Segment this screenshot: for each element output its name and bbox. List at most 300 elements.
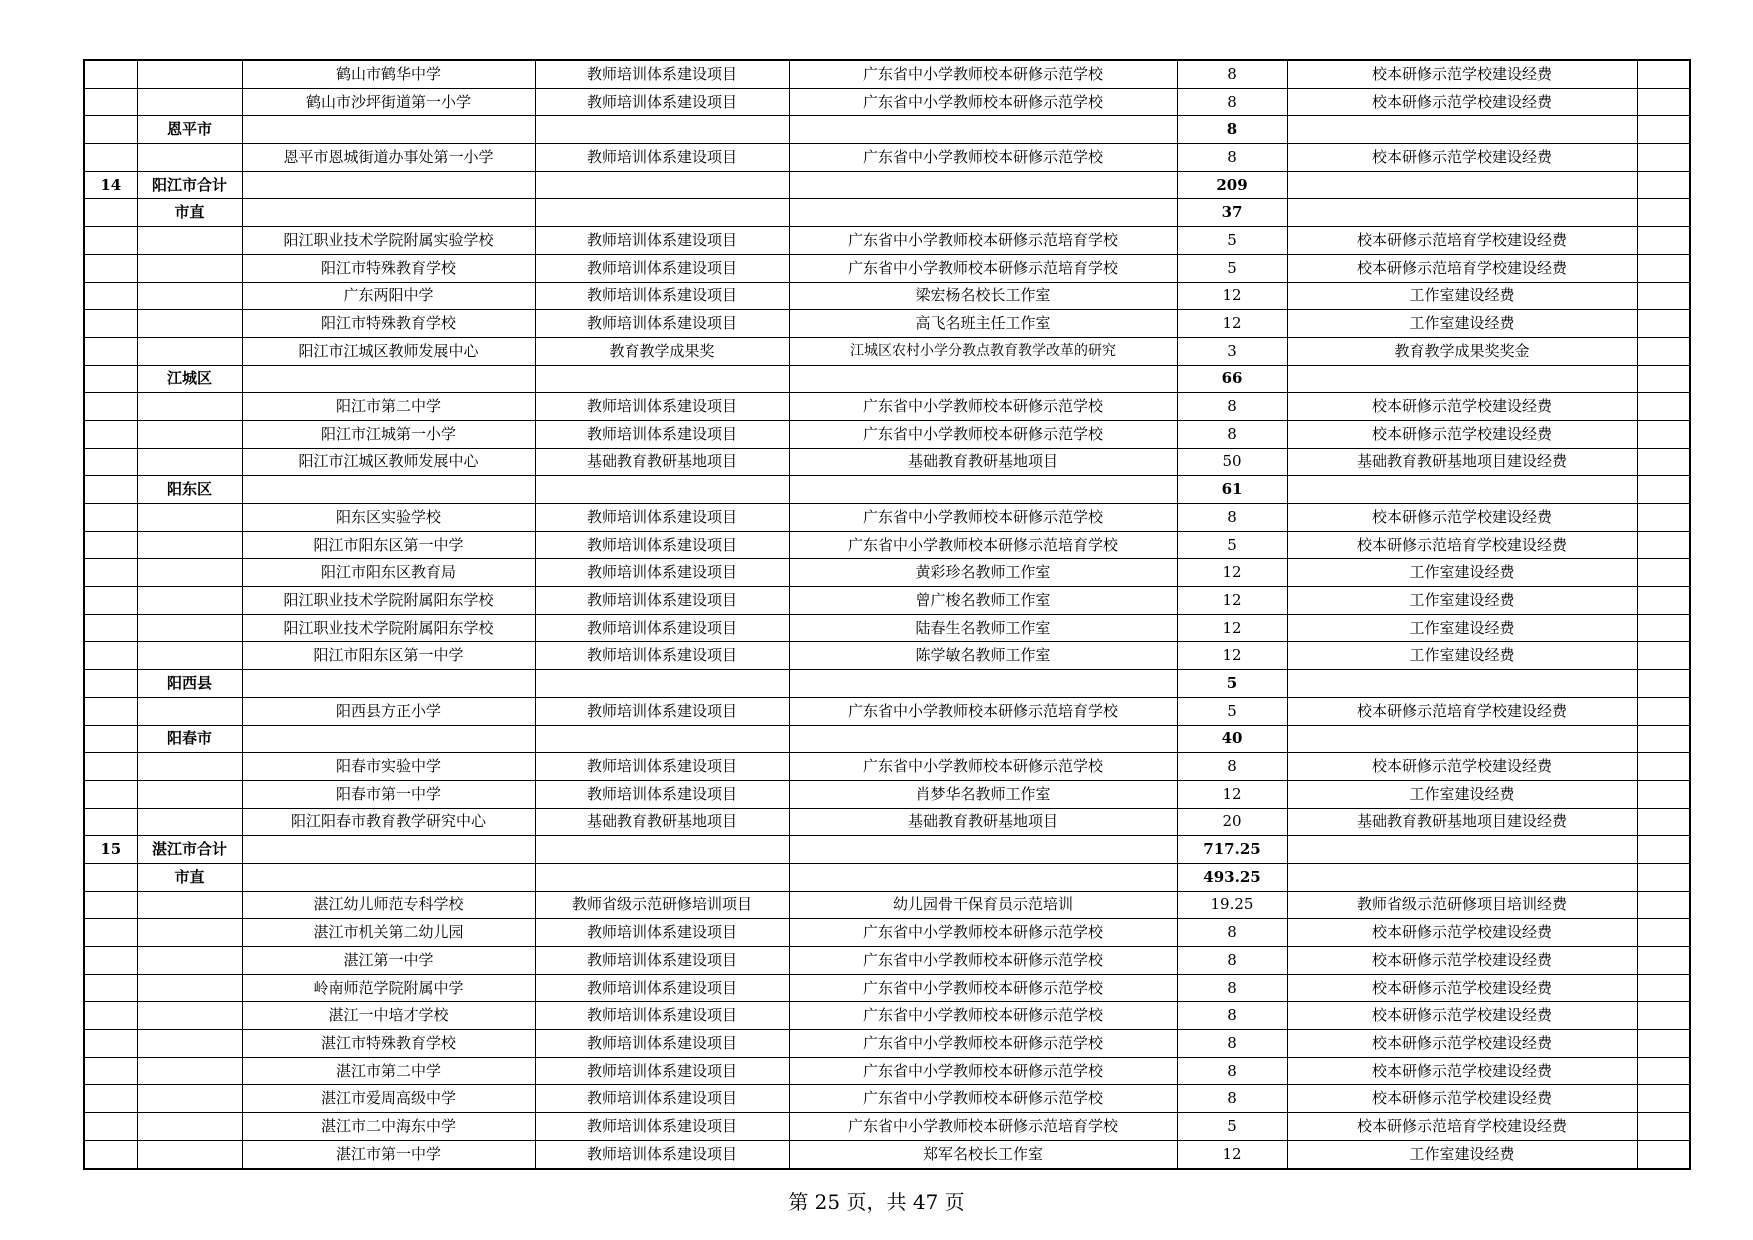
cell-project: 广东省中小学教师校本研修示范学校: [789, 1057, 1177, 1085]
cell-amount: 61: [1177, 476, 1287, 504]
cell-use: 校本研修示范学校建设经费: [1287, 88, 1637, 116]
cell-no: [84, 974, 137, 1002]
cell-use: 校本研修示范学校建设经费: [1287, 1057, 1637, 1085]
table-row: [84, 88, 1690, 116]
cell-region: [137, 531, 242, 559]
cell-no: [84, 199, 137, 227]
cell-no: [84, 1002, 137, 1030]
cell-remark: [1637, 1113, 1690, 1141]
cell-use: 工作室建设经费: [1287, 282, 1637, 310]
cell-no: [84, 697, 137, 725]
cell-use: 校本研修示范学校建设经费: [1287, 1002, 1637, 1030]
cell-region: [137, 1085, 242, 1113]
cell-region: [137, 504, 242, 532]
subtotal-row: [84, 863, 1690, 891]
cell-unit: 阳江市特殊教育学校: [242, 254, 535, 282]
cell-amount: 8: [1177, 1002, 1287, 1030]
cell-no: [84, 919, 137, 947]
cell-type: 教师培训体系建设项目: [535, 144, 789, 172]
cell-region: [137, 1140, 242, 1168]
cell-project: 广东省中小学教师校本研修示范学校: [789, 88, 1177, 116]
table-row: [84, 310, 1690, 338]
cell-use: 校本研修示范学校建设经费: [1287, 974, 1637, 1002]
cell-remark: [1637, 559, 1690, 587]
cell-amount: 5: [1177, 670, 1287, 698]
cell-no: [84, 144, 137, 172]
cell-project: [789, 476, 1177, 504]
cell-use: [1287, 365, 1637, 393]
cell-no: [84, 282, 137, 310]
cell-remark: [1637, 88, 1690, 116]
cell-type: 基础教育教研基地项目: [535, 448, 789, 476]
cell-type: 教师培训体系建设项目: [535, 227, 789, 255]
cell-unit: 湛江幼儿师范专科学校: [242, 891, 535, 919]
cell-remark: [1637, 171, 1690, 199]
cell-region: [137, 420, 242, 448]
cell-unit: 湛江市机关第二幼儿园: [242, 919, 535, 947]
cell-use: 校本研修示范学校建设经费: [1287, 753, 1637, 781]
cell-type: 教师培训体系建设项目: [535, 1140, 789, 1168]
cell-use: [1287, 171, 1637, 199]
cell-type: 教师培训体系建设项目: [535, 614, 789, 642]
cell-amount: 8: [1177, 116, 1287, 144]
cell-project: 广东省中小学教师校本研修示范学校: [789, 974, 1177, 1002]
cell-unit: 阳江市江城区教师发展中心: [242, 448, 535, 476]
cell-type: 教师培训体系建设项目: [535, 780, 789, 808]
cell-region: 湛江市合计: [137, 836, 242, 864]
cell-project: 广东省中小学教师校本研修示范学校: [789, 1030, 1177, 1058]
cell-amount: 37: [1177, 199, 1287, 227]
table-row: [84, 393, 1690, 421]
subtotal-row: [84, 670, 1690, 698]
cell-project: 广东省中小学教师校本研修示范培育学校: [789, 254, 1177, 282]
cell-remark: [1637, 1085, 1690, 1113]
cell-region: [137, 310, 242, 338]
cell-unit: 湛江一中培才学校: [242, 1002, 535, 1030]
table-row: [84, 919, 1690, 947]
cell-use: 校本研修示范学校建设经费: [1287, 60, 1637, 88]
cell-type: 教师培训体系建设项目: [535, 1030, 789, 1058]
cell-unit: 阳江市特殊教育学校: [242, 310, 535, 338]
cell-project: 梁宏杨名校长工作室: [789, 282, 1177, 310]
cell-project: [789, 670, 1177, 698]
table-row: [84, 1002, 1690, 1030]
cell-type: 教师培训体系建设项目: [535, 974, 789, 1002]
table-row: [84, 1057, 1690, 1085]
cell-unit: [242, 199, 535, 227]
cell-amount: 8: [1177, 420, 1287, 448]
cell-type: 教师培训体系建设项目: [535, 1002, 789, 1030]
cell-remark: [1637, 753, 1690, 781]
cell-region: [137, 1057, 242, 1085]
cell-region: [137, 559, 242, 587]
cell-use: 校本研修示范培育学校建设经费: [1287, 227, 1637, 255]
cell-unit: 阳西县方正小学: [242, 697, 535, 725]
subtotal-row: [84, 836, 1690, 864]
cell-remark: [1637, 725, 1690, 753]
cell-no: [84, 254, 137, 282]
cell-region: [137, 1002, 242, 1030]
cell-amount: 12: [1177, 310, 1287, 338]
table-row: [84, 614, 1690, 642]
cell-no: [84, 753, 137, 781]
cell-remark: [1637, 393, 1690, 421]
table-row: [84, 1140, 1690, 1168]
cell-type: 教师培训体系建设项目: [535, 919, 789, 947]
cell-use: [1287, 836, 1637, 864]
cell-remark: [1637, 1002, 1690, 1030]
cell-region: [137, 337, 242, 365]
cell-project: [789, 199, 1177, 227]
table-row: [84, 531, 1690, 559]
cell-project: 广东省中小学教师校本研修示范学校: [789, 393, 1177, 421]
cell-remark: [1637, 780, 1690, 808]
cell-use: 工作室建设经费: [1287, 642, 1637, 670]
cell-amount: 12: [1177, 1140, 1287, 1168]
cell-project: 幼儿园骨干保育员示范培训: [789, 891, 1177, 919]
cell-no: 14: [84, 171, 137, 199]
cell-type: 教师培训体系建设项目: [535, 88, 789, 116]
cell-type: [535, 476, 789, 504]
cell-remark: [1637, 420, 1690, 448]
cell-project: [789, 836, 1177, 864]
cell-use: 校本研修示范学校建设经费: [1287, 919, 1637, 947]
cell-amount: 20: [1177, 808, 1287, 836]
cell-type: [535, 836, 789, 864]
table-row: [84, 227, 1690, 255]
cell-project: 陈学敏名教师工作室: [789, 642, 1177, 670]
cell-unit: [242, 365, 535, 393]
cell-project: 肖梦华名教师工作室: [789, 780, 1177, 808]
cell-unit: 阳江职业技术学院附属阳东学校: [242, 587, 535, 615]
cell-region: [137, 919, 242, 947]
cell-no: [84, 725, 137, 753]
cell-remark: [1637, 670, 1690, 698]
cell-no: [84, 642, 137, 670]
cell-project: 广东省中小学教师校本研修示范培育学校: [789, 531, 1177, 559]
cell-amount: 8: [1177, 144, 1287, 172]
cell-type: 教师培训体系建设项目: [535, 254, 789, 282]
cell-project: 广东省中小学教师校本研修示范学校: [789, 753, 1177, 781]
cell-remark: [1637, 642, 1690, 670]
cell-use: 校本研修示范学校建设经费: [1287, 1085, 1637, 1113]
cell-region: [137, 1030, 242, 1058]
cell-remark: [1637, 919, 1690, 947]
cell-unit: 阳春市实验中学: [242, 753, 535, 781]
table-row: [84, 144, 1690, 172]
cell-no: [84, 393, 137, 421]
cell-project: 陆春生名教师工作室: [789, 614, 1177, 642]
cell-use: 校本研修示范学校建设经费: [1287, 144, 1637, 172]
subtotal-row: [84, 199, 1690, 227]
cell-project: 广东省中小学教师校本研修示范学校: [789, 60, 1177, 88]
cell-project: 基础教育教研基地项目: [789, 808, 1177, 836]
cell-unit: [242, 670, 535, 698]
cell-amount: 8: [1177, 1085, 1287, 1113]
cell-no: [84, 60, 137, 88]
table-row: [84, 60, 1690, 88]
cell-region: [137, 780, 242, 808]
cell-use: 校本研修示范培育学校建设经费: [1287, 1113, 1637, 1141]
cell-unit: 恩平市恩城街道办事处第一小学: [242, 144, 535, 172]
cell-unit: 阳江市江城第一小学: [242, 420, 535, 448]
cell-remark: [1637, 448, 1690, 476]
cell-use: 基础教育教研基地项目建设经费: [1287, 448, 1637, 476]
cell-use: [1287, 476, 1637, 504]
cell-remark: [1637, 199, 1690, 227]
cell-unit: [242, 836, 535, 864]
cell-amount: 12: [1177, 614, 1287, 642]
cell-amount: 209: [1177, 171, 1287, 199]
cell-region: [137, 642, 242, 670]
table-body: [84, 60, 1690, 1169]
cell-no: [84, 947, 137, 975]
cell-remark: [1637, 337, 1690, 365]
cell-region: 市直: [137, 199, 242, 227]
cell-type: 教师培训体系建设项目: [535, 60, 789, 88]
cell-region: 恩平市: [137, 116, 242, 144]
cell-no: [84, 1030, 137, 1058]
subtotal-row: [84, 171, 1690, 199]
cell-use: 工作室建设经费: [1287, 587, 1637, 615]
cell-region: 市直: [137, 863, 242, 891]
cell-remark: [1637, 476, 1690, 504]
cell-remark: [1637, 254, 1690, 282]
cell-type: [535, 199, 789, 227]
cell-region: [137, 1113, 242, 1141]
cell-project: [789, 171, 1177, 199]
cell-unit: 阳江市阳东区第一中学: [242, 531, 535, 559]
page-footer: 第 25 页，共 47 页: [788, 1190, 965, 1214]
cell-project: 广东省中小学教师校本研修示范学校: [789, 504, 1177, 532]
cell-region: [137, 808, 242, 836]
table-row: [84, 891, 1690, 919]
cell-amount: 12: [1177, 559, 1287, 587]
cell-amount: 5: [1177, 254, 1287, 282]
cell-amount: 12: [1177, 780, 1287, 808]
cell-region: [137, 587, 242, 615]
cell-remark: [1637, 310, 1690, 338]
cell-use: 工作室建设经费: [1287, 559, 1637, 587]
cell-region: [137, 144, 242, 172]
table-row: [84, 337, 1690, 365]
cell-no: [84, 227, 137, 255]
table-row: [84, 697, 1690, 725]
cell-unit: [242, 171, 535, 199]
cell-project: 广东省中小学教师校本研修示范学校: [789, 919, 1177, 947]
cell-amount: 19.25: [1177, 891, 1287, 919]
cell-type: 教师培训体系建设项目: [535, 531, 789, 559]
cell-no: [84, 337, 137, 365]
cell-type: [535, 171, 789, 199]
cell-no: [84, 1085, 137, 1113]
cell-remark: [1637, 1030, 1690, 1058]
cell-project: 曾广梭名教师工作室: [789, 587, 1177, 615]
cell-remark: [1637, 891, 1690, 919]
cell-unit: [242, 116, 535, 144]
cell-remark: [1637, 227, 1690, 255]
cell-type: 基础教育教研基地项目: [535, 808, 789, 836]
cell-project: 广东省中小学教师校本研修示范培育学校: [789, 1113, 1177, 1141]
cell-remark: [1637, 144, 1690, 172]
cell-region: [137, 697, 242, 725]
table-row: [84, 504, 1690, 532]
cell-remark: [1637, 60, 1690, 88]
cell-type: 教师培训体系建设项目: [535, 642, 789, 670]
cell-amount: 8: [1177, 919, 1287, 947]
cell-type: 教师培训体系建设项目: [535, 393, 789, 421]
cell-use: 校本研修示范学校建设经费: [1287, 947, 1637, 975]
cell-region: [137, 254, 242, 282]
cell-unit: 湛江市二中海东中学: [242, 1113, 535, 1141]
cell-amount: 12: [1177, 587, 1287, 615]
cell-remark: [1637, 1057, 1690, 1085]
cell-use: [1287, 116, 1637, 144]
cell-use: 校本研修示范学校建设经费: [1287, 420, 1637, 448]
cell-type: 教师培训体系建设项目: [535, 1057, 789, 1085]
cell-unit: 湛江市爱周高级中学: [242, 1085, 535, 1113]
cell-type: [535, 365, 789, 393]
cell-type: 教师培训体系建设项目: [535, 282, 789, 310]
cell-project: [789, 725, 1177, 753]
cell-unit: 鹤山市沙坪街道第一小学: [242, 88, 535, 116]
cell-type: 教师培训体系建设项目: [535, 587, 789, 615]
cell-amount: 66: [1177, 365, 1287, 393]
cell-no: [84, 863, 137, 891]
cell-project: [789, 863, 1177, 891]
cell-type: 教师省级示范研修培训项目: [535, 891, 789, 919]
cell-unit: 湛江市特殊教育学校: [242, 1030, 535, 1058]
cell-type: [535, 725, 789, 753]
cell-amount: 8: [1177, 753, 1287, 781]
cell-use: 工作室建设经费: [1287, 1140, 1637, 1168]
table-row: [84, 1030, 1690, 1058]
cell-unit: [242, 476, 535, 504]
cell-type: 教师培训体系建设项目: [535, 420, 789, 448]
cell-unit: 阳江职业技术学院附属实验学校: [242, 227, 535, 255]
cell-no: [84, 587, 137, 615]
cell-remark: [1637, 531, 1690, 559]
cell-no: [84, 448, 137, 476]
table-row: [84, 448, 1690, 476]
cell-unit: 阳江阳春市教育教学研究中心: [242, 808, 535, 836]
cell-type: 教师培训体系建设项目: [535, 753, 789, 781]
cell-project: 广东省中小学教师校本研修示范学校: [789, 420, 1177, 448]
cell-project: 广东省中小学教师校本研修示范学校: [789, 144, 1177, 172]
cell-type: [535, 670, 789, 698]
cell-amount: 5: [1177, 697, 1287, 725]
cell-use: 校本研修示范学校建设经费: [1287, 1030, 1637, 1058]
cell-no: [84, 504, 137, 532]
subtotal-row: [84, 116, 1690, 144]
cell-unit: [242, 863, 535, 891]
cell-unit: 广东两阳中学: [242, 282, 535, 310]
cell-region: [137, 753, 242, 781]
cell-use: 教师省级示范研修项目培训经费: [1287, 891, 1637, 919]
cell-remark: [1637, 1140, 1690, 1168]
cell-no: [84, 310, 137, 338]
cell-no: [84, 476, 137, 504]
cell-unit: 湛江第一中学: [242, 947, 535, 975]
cell-unit: 阳江市江城区教师发展中心: [242, 337, 535, 365]
table-row: [84, 254, 1690, 282]
cell-project: 黄彩珍名教师工作室: [789, 559, 1177, 587]
cell-remark: [1637, 974, 1690, 1002]
cell-region: 阳江市合计: [137, 171, 242, 199]
cell-amount: 5: [1177, 1113, 1287, 1141]
cell-amount: 50: [1177, 448, 1287, 476]
cell-region: [137, 88, 242, 116]
cell-no: [84, 808, 137, 836]
cell-unit: 鹤山市鹤华中学: [242, 60, 535, 88]
cell-type: 教师培训体系建设项目: [535, 504, 789, 532]
cell-unit: 阳江市第二中学: [242, 393, 535, 421]
table-row: [84, 642, 1690, 670]
cell-no: [84, 531, 137, 559]
cell-remark: [1637, 836, 1690, 864]
cell-remark: [1637, 614, 1690, 642]
cell-amount: 8: [1177, 504, 1287, 532]
cell-region: [137, 60, 242, 88]
cell-remark: [1637, 504, 1690, 532]
cell-type: 教师培训体系建设项目: [535, 1085, 789, 1113]
cell-unit: 阳江市阳东区教育局: [242, 559, 535, 587]
cell-amount: 8: [1177, 88, 1287, 116]
cell-remark: [1637, 587, 1690, 615]
cell-project: [789, 365, 1177, 393]
table-row: [84, 780, 1690, 808]
cell-no: [84, 670, 137, 698]
table-row: [84, 282, 1690, 310]
cell-no: [84, 1140, 137, 1168]
cell-type: [535, 863, 789, 891]
cell-no: [84, 559, 137, 587]
cell-amount: 8: [1177, 60, 1287, 88]
cell-remark: [1637, 282, 1690, 310]
cell-use: 校本研修示范培育学校建设经费: [1287, 531, 1637, 559]
cell-use: [1287, 199, 1637, 227]
cell-remark: [1637, 808, 1690, 836]
cell-type: 教师培训体系建设项目: [535, 310, 789, 338]
cell-project: 基础教育教研基地项目: [789, 448, 1177, 476]
cell-no: 15: [84, 836, 137, 864]
cell-unit: 阳东区实验学校: [242, 504, 535, 532]
cell-remark: [1637, 863, 1690, 891]
cell-no: [84, 365, 137, 393]
allocation-table-sheet: [83, 59, 1689, 1170]
cell-amount: 8: [1177, 947, 1287, 975]
cell-no: [84, 116, 137, 144]
cell-amount: 8: [1177, 393, 1287, 421]
cell-project: 高飞名班主任工作室: [789, 310, 1177, 338]
cell-project: 广东省中小学教师校本研修示范培育学校: [789, 227, 1177, 255]
cell-use: 校本研修示范培育学校建设经费: [1287, 697, 1637, 725]
cell-use: [1287, 670, 1637, 698]
cell-no: [84, 614, 137, 642]
table-row: [84, 947, 1690, 975]
cell-amount: 5: [1177, 531, 1287, 559]
cell-project: 广东省中小学教师校本研修示范培育学校: [789, 697, 1177, 725]
cell-amount: 12: [1177, 642, 1287, 670]
cell-region: [137, 614, 242, 642]
subtotal-row: [84, 365, 1690, 393]
allocation-table: [83, 59, 1691, 1170]
cell-amount: 12: [1177, 282, 1287, 310]
cell-amount: 40: [1177, 725, 1287, 753]
cell-type: 教育教学成果奖: [535, 337, 789, 365]
cell-unit: 湛江市第一中学: [242, 1140, 535, 1168]
table-row: [84, 587, 1690, 615]
